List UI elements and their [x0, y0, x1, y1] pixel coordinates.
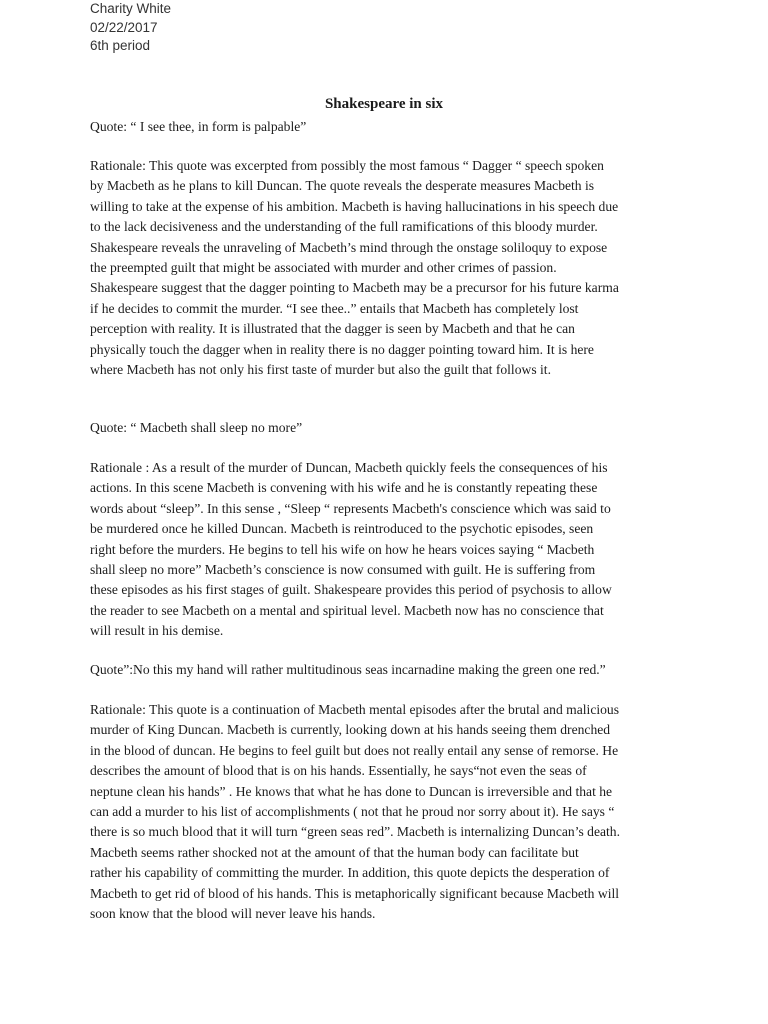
text-line: to the lack decisiveness and the understanding of the full ramifications of this bloody murder.	[90, 219, 598, 235]
class-period: 6th period	[90, 38, 151, 53]
text-line: will result in his demise.	[90, 623, 224, 639]
text-line: murder of King Duncan. Macbeth is currently, looking down at his hands seeing them drenched	[90, 722, 611, 738]
text-line: where Macbeth has not only his first taste of murder but also the guilt that follows it.	[90, 361, 551, 377]
text-line: physically touch the dagger when in reality there is no dagger pointing toward him. It is here	[90, 341, 594, 357]
text-line: these episodes as his first stages of guilt. Shakespeare provides this period of psychosis to allow	[90, 582, 612, 598]
text-line: Macbeth seems rather shocked not at the amount of that the human body can facilitate but	[90, 844, 579, 860]
text-line: perception with reality. It is illustrated that the dagger is seen by Macbeth and that he can	[90, 321, 575, 337]
student-header	[90, 0, 171, 56]
text-line: by Macbeth as he plans to kill Duncan. The quote reveals the desperate measures Macbeth is	[90, 178, 595, 194]
submission-date: 02/22/2017	[90, 19, 158, 35]
text-line: Rationale: This quote was excerpted from possibly the most famous “ Dagger “ speech spoken	[90, 158, 604, 173]
text-line: there is so much blood that it will turn “green seas red”. Macbeth is internalizing Duncan’s death.	[90, 824, 621, 840]
quote-paragraph	[90, 418, 686, 438]
text-line: right before the murders. He begins to tell his wife on how he hears voices saying “ Macbeth	[90, 541, 595, 557]
text-line: willing to take at the expense of his ambition. Macbeth is having hallucinations in his speech due	[90, 198, 619, 214]
text-line: Shakespeare reveals the unraveling of Macbeth’s mind through the onstage soliloquy to expose	[90, 239, 608, 255]
text-line: describes the amount of blood that is on his hands. Essentially, he says“not even the seas of	[90, 763, 587, 779]
text-line: Quote”:No this my hand will rather multitudinous seas incarnadine making the green one red.”	[90, 662, 606, 677]
text-line: the reader to see Macbeth on a mental and spiritual level. Macbeth now has no conscience that	[90, 602, 604, 618]
text-line: Quote: “ I see thee, in form is palpable”	[90, 119, 307, 134]
rationale-paragraph	[90, 156, 686, 380]
text-line: be murdered once he killed Duncan. Macbeth is reintroduced to the psychotic episodes, seen	[90, 521, 594, 537]
rationale-paragraph	[90, 700, 686, 924]
text-line: if he decides to commit the murder. “I see thee..” entails that Macbeth has completely lost	[90, 300, 579, 316]
text-line: Rationale: This quote is a continuation of Macbeth mental episodes after the brutal and malicious	[90, 702, 620, 717]
text-line: Rationale : As a result of the murder of Duncan, Macbeth quickly feels the consequences of his	[90, 460, 608, 475]
text-line: soon know that the blood will never leave his hands.	[90, 905, 376, 921]
text-line: shall sleep no more” Macbeth’s conscience is now consumed with guilt. He is suffering from	[90, 561, 596, 577]
text-line: in the blood of duncan. He begins to feel guilt but does not really entail any sense of remorse. He	[90, 742, 619, 758]
quote-paragraph	[90, 660, 686, 680]
text-line: can add a murder to his list of accomplishments ( not that he proud nor sorry about it). He says “	[90, 803, 615, 819]
text-line: Shakespeare suggest that the dagger pointing to Macbeth may be a precursor for his future karma	[90, 280, 619, 296]
student-name: Charity White	[90, 1, 172, 16]
text-line: Macbeth to get rid of blood of his hands. This is metaphorically significant because Macbeth will	[90, 885, 620, 901]
document-title: Shakespeare in six	[324, 96, 444, 112]
text-line: neptune clean his hands” . He knows that what he has done to Duncan is irreversible and that he	[90, 783, 613, 799]
quote-paragraph	[90, 117, 686, 137]
rationale-paragraph	[90, 458, 686, 642]
text-line: actions. In this scene Macbeth is convening with his wife and he is constantly repeating these	[90, 480, 598, 496]
text-line: rather his capability of committing the murder. In addition, this quote depicts the desperation of	[90, 865, 610, 881]
text-line: the preempted guilt that might be associated with murder and other crimes of passion.	[90, 259, 557, 275]
text-line: words about “sleep”. In this sense , “Sleep “ represents Macbeth's conscience which was said to	[90, 500, 611, 516]
text-line: Quote: “ Macbeth shall sleep no more”	[90, 420, 303, 435]
